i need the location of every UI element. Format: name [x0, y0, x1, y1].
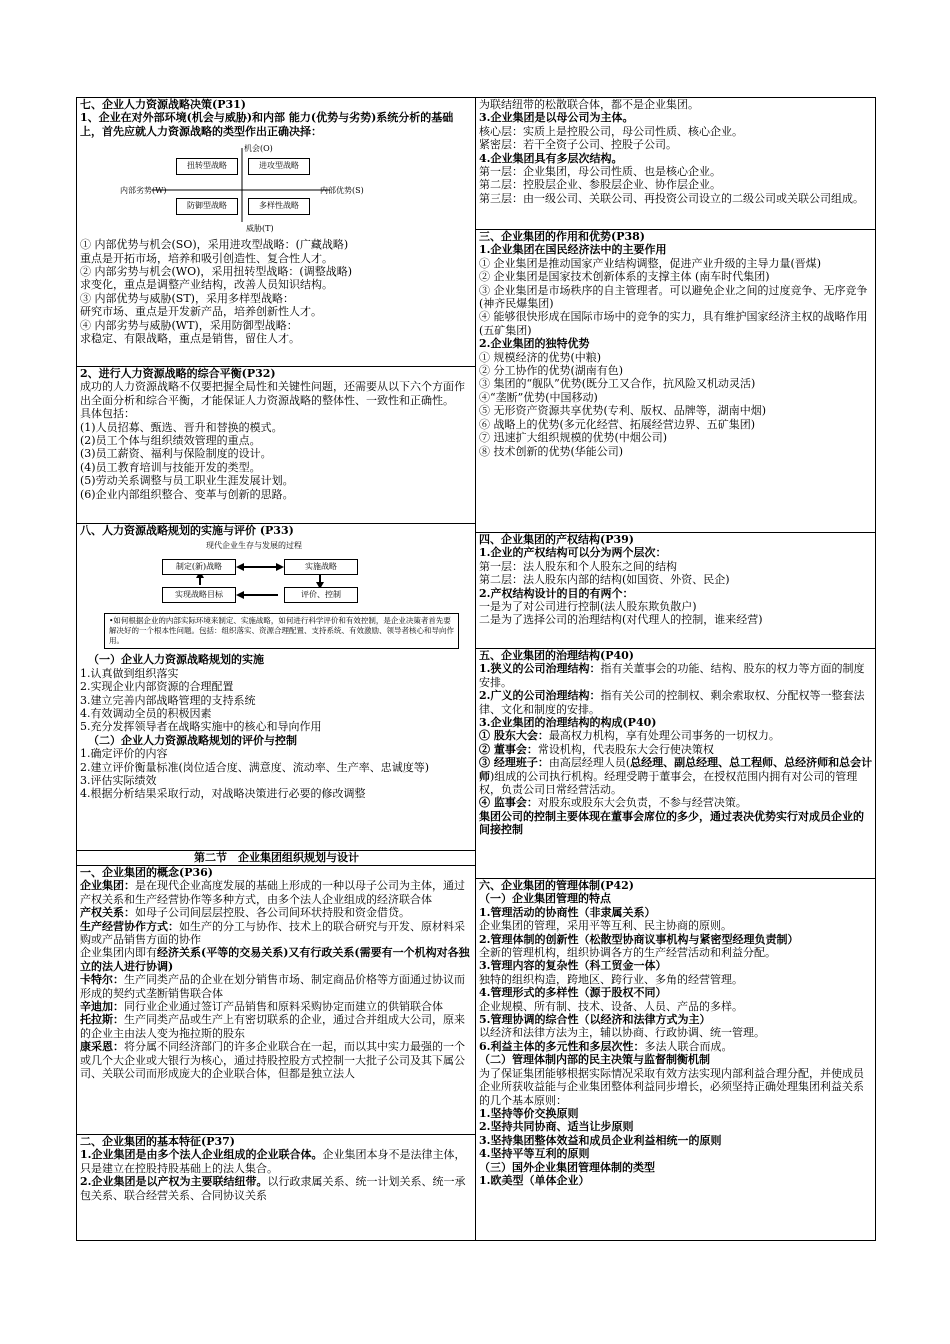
text-line: 重点是开拓市场，培养和吸引创造性、复合性人才。	[80, 251, 333, 265]
feature-heading: 4.企业集团具有多层次结构。	[479, 151, 623, 165]
subsection-title: （一）企业集团管理的特点	[479, 892, 611, 906]
group-concept-section	[77, 866, 475, 1135]
hr-strategy-balance-section	[77, 367, 475, 524]
point-text: 企业集团的管理，采用平等互利、民主协商的原则。	[479, 919, 732, 933]
chapter-heading-section	[77, 851, 475, 866]
text-line: 求变化，重点是调整产业结构，改善人员知识结构。	[80, 278, 333, 292]
term: 1.企业集团是由多个法人企业组成的企业联合体。	[80, 1148, 323, 1162]
paragraph	[80, 879, 473, 906]
definition: 企业集团内即有	[80, 946, 157, 960]
matrix-box-turnaround: 扭转型战略	[176, 158, 238, 175]
paragraph	[479, 1040, 873, 1053]
section-title: 三、企业集团的作用和优势(P38)	[479, 230, 645, 243]
term: ② 董事会：	[479, 742, 538, 756]
cycle-box-achieve: 实现战略目标	[162, 587, 236, 603]
term: 2.企业集团是以产权为主要联结纽带。	[80, 1175, 268, 1189]
term: 企业集团：	[80, 879, 135, 893]
group-ownership-section	[476, 533, 875, 649]
list-item: ④ 能够很快形成在国际市场中的竞争的实力，具有维护国家经济主权的战略作用 (五矿集团)	[479, 310, 868, 337]
text-line: 研究市场、重点是开发新产品，培养创新性人才。	[80, 305, 322, 319]
term: 康采恩：	[80, 1040, 124, 1054]
definition: )组成的公司执行机构。经理受聘于董事会，在授权范围内拥有对公司的管理权，负责公司日常经营活动。	[479, 769, 858, 797]
definition: 生产同类产品或生产上有密切联系的企业，通过合并组成大公司，原来的企业主由法人变为拖拉斯的股东	[80, 1013, 465, 1040]
text-line: 核心层：实质上是控股公司，母公司性质、核心企业。	[479, 124, 743, 138]
group-roles-section	[476, 230, 875, 533]
list-item: ② 分工协作的优势(湖南有色)	[479, 364, 624, 378]
definition: 将分属不同经济部门的许多企业联合在一起，而以其中实力最强的一个或几个大企业或大银行为核心，通过持股控股方式控制一大批子公司及其下属公司、关联公司而形成庞大的企业联合体，但都是独立法人	[80, 1040, 465, 1081]
cycle-arrows	[80, 539, 470, 609]
left-column	[77, 98, 476, 1240]
matrix-label-weakness: 内部劣势(W)	[120, 186, 167, 196]
paragraph	[479, 689, 873, 716]
group-features-continued-section	[476, 98, 875, 230]
matrix-label-opportunity: 机会(O)	[244, 144, 273, 154]
definition: 生产同类产品的企业在划分销售市场、制定商品价格等方面通过协议而形成的契约式垄断销售联合体	[80, 973, 465, 1000]
subsection-title: 3.企业集团的治理结构的构成(P40)	[479, 716, 657, 730]
cycle-box-evaluate: 评价、控制	[284, 587, 358, 603]
hr-strategy-implementation-section	[77, 524, 475, 851]
paragraph	[80, 1148, 473, 1175]
list-item: (2)员工个体与组织绩效管理的重点。	[80, 434, 261, 448]
list-item: 4.有效调动全员的积极因素	[80, 707, 212, 721]
text-line: 二是为了选择公司的治理结构(对代理人的控制，谁来经营)	[479, 613, 763, 627]
section-sub: 具体包括：	[80, 407, 135, 421]
list-item: 1.确定评价的内容	[80, 747, 168, 761]
list-item: (6)企业内部组织整合、变革与创新的思路。	[80, 487, 294, 501]
paragraph	[479, 796, 873, 809]
list-item: (4)员工教育培训与技能开发的类型。	[80, 460, 261, 474]
list-item: 3.建立完善内部战略管理的支持系统	[80, 693, 256, 707]
text-line: 为联结纽带的松散联合体，都不是企业集团。	[479, 98, 699, 111]
paragraph	[479, 756, 873, 796]
text-line: ① 内部优势与机会(SO)，采用进攻型战略：(广藏战略)	[80, 238, 349, 252]
list-item: ③ 企业集团是市场秩序的自主管理者。可以避免企业之间的过度竞争、无序竞争(神齐民爆集团)	[479, 283, 868, 311]
point-text: 以经济和法律方法为主，辅以协商、行政协调、统一管理。	[479, 1026, 765, 1040]
section-title: 五、企业集团的治理结构(P40)	[479, 649, 634, 662]
list-item: 4.根据分析结果采取行动，对战略决策进行必要的修改调整	[80, 787, 366, 801]
section-body: 成功的人力资源战略不仅要把握全局性和关键性问题，还需要从以下六个方面作出全面分析和综合平衡，才能保证人力资源战略的整体性、一致性和正确性。	[80, 380, 465, 407]
group-features-section	[77, 1135, 475, 1240]
principle-item: 2.坚持共同协商、适当让步原则	[479, 1120, 634, 1134]
matrix-box-diversified: 多样性战略	[248, 198, 310, 215]
paragraph	[479, 743, 873, 756]
paragraph	[80, 1175, 473, 1202]
section-title: 一、企业集团的概念(P36)	[80, 866, 213, 879]
text-line: 第一层：企业集团，母公司性质、也是核心企业。	[479, 165, 721, 179]
principle-item: 1.坚持等价交换原则	[479, 1106, 579, 1120]
text-line: ② 内部劣势与机会(WO)，采用扭转型战略：(调整战略)	[80, 265, 352, 279]
definition: 以行政隶属关系、统一计划关系、统一承包关系、联合经营关系、合同协议关系	[80, 1175, 466, 1202]
section-title: 七、企业人力资源战略决策(P31)	[80, 98, 246, 111]
matrix-box-offensive: 进攻型战略	[248, 158, 310, 175]
paragraph	[479, 729, 873, 742]
chapter-title: 第二节 企业集团组织规划与设计	[194, 851, 359, 864]
text-line: ③ 内部优势与威胁(ST)，采用多样型战略：	[80, 291, 294, 305]
paragraph	[80, 1040, 473, 1080]
section-title: 六、企业集团的管理体制(P42)	[479, 879, 634, 892]
list-item: 3.评估实际绩效	[80, 774, 157, 788]
list-item: ① 企业集团是推动国家产业结构调整，促进产业升级的主导力量(晋煤)	[479, 256, 822, 270]
text-line: ④ 内部劣势与威胁(WT)，采用防御型战略：	[80, 318, 298, 332]
list-item: ① 规模经济的优势(中粮)	[479, 350, 602, 364]
paragraph	[80, 946, 473, 973]
text-line: 一是为了对公司进行控制(法人股东欺负散户)	[479, 600, 697, 614]
definition: 是在现代企业高度发展的基础上形成的一种以母子公司为主体，通过产权关系和生产经营协作等多种方式，由多个法人企业组成的经济联合体	[80, 879, 465, 906]
paragraph	[80, 906, 473, 919]
list-item: ② 企业集团是国家技术创新体系的支撑主体 (南车时代集团)	[479, 270, 770, 284]
subsection-title: 1.企业的产权结构可以分为两个层次：	[479, 546, 667, 560]
text-line: 第三层：由一级公司、关联公司、再投资公司设立的二级公司或关联公司组成。	[479, 191, 864, 205]
point-heading: 2.管理体制的创新性（松散型协商议事机构与紧密型经理负责制）	[479, 932, 799, 946]
governance-summary: 集团公司的控制主要体现在董事会席位的多少，通过表决优势实行对成员企业的间接控制	[479, 809, 864, 837]
subsection-title: 1.企业集团在国民经济法中的主要作用	[479, 243, 667, 257]
list-item: (1)人员招募、甄选、晋升和替换的模式。	[80, 420, 283, 434]
group-management-section	[476, 879, 875, 1239]
paragraph	[80, 920, 473, 947]
definition: 如生产的分工与协作、技术上的联合研究与开发、原材料采购或产品销售方面的协作	[80, 919, 465, 947]
list-item: 5.充分发挥领导者在战略实施中的核心和导向作用	[80, 720, 322, 734]
term: 托拉斯：	[80, 1013, 124, 1027]
paragraph	[80, 1000, 473, 1013]
document-sheet	[76, 97, 876, 1241]
term: 经济关系(平等的交易关系)又有行政关系(需要有一个机构对各独立的法人进行协调)	[80, 946, 470, 973]
matrix-label-strength: 内部优势(S)	[320, 186, 364, 196]
text-line: 求稳定、有限战略，重点是销售，留住人才。	[80, 332, 300, 346]
feature-heading: 3.企业集团是以母公司为主体。	[479, 111, 634, 125]
list-item: 2.实现企业内部资源的合理配置	[80, 680, 234, 694]
paragraph	[80, 1013, 473, 1040]
list-item: (3)员工薪资、福利与保险制度的设计。	[80, 447, 272, 461]
list-item: ⑦ 迅速扩大组织规模的优势(中烟公司)	[479, 431, 668, 445]
term: 总经理、副总经理、总工程师、总经济师和总会计师	[479, 756, 873, 783]
term: 产权关系：	[80, 906, 135, 920]
term: 6.利益主体的多元性和多层次性：	[479, 1039, 645, 1053]
section-title: 四、企业集团的产权结构(P39)	[479, 533, 634, 546]
section-title: 2、进行人力资源战略的综合平衡(P32)	[80, 367, 276, 380]
definition: 由高层经理人员(	[548, 756, 631, 770]
section-title: 八、人力资源战略规划的实施与评价 (P33)	[80, 524, 294, 537]
cycle-box-formulate: 制定(新)战略	[162, 559, 236, 575]
definition: 多法人联合而成。	[644, 1039, 733, 1053]
point-heading: 3.管理内容的复杂性（科工贸金一体）	[479, 959, 667, 973]
subsection-title: （三）国外企业集团管理体制的类型	[479, 1160, 655, 1174]
definition: 指有关公司的控制权、剩余索取权、分配权等一整套法律、文化和制度的安排。	[479, 689, 865, 716]
subsection-title: （一）企业人力资源战略规划的实施	[88, 653, 264, 667]
list-item: ④“垄断”优势(中国移动)	[479, 390, 598, 404]
subsection-title: （二）企业人力资源战略规划的评价与控制	[88, 733, 297, 747]
term: ③ 经理班子：	[479, 756, 549, 770]
list-item: 2.建立评价衡量标准(岗位适合度、满意度、流动率、生产率、忠诚度等)	[80, 760, 430, 774]
definition: 对股东或股东大会负责，不参与经营决策。	[537, 796, 747, 810]
text-line: 紧密层：若干全资子公司、控股子公司。	[479, 138, 677, 152]
subsection-title: 2.企业集团的独特优势	[479, 337, 590, 351]
paragraph	[479, 662, 873, 689]
list-item: ⑥ 战略上的优势(多元化经营、拓展经营边界、五矿集团)	[479, 417, 756, 431]
definition: 常设机构，代表股东大会行使决策权	[537, 742, 714, 756]
principle-item: 3.坚持集团整体效益和成员企业利益相统一的原则	[479, 1133, 722, 1147]
principle-item: 4.坚持平等互利的原则	[479, 1147, 590, 1161]
hr-strategy-decision-section	[77, 98, 475, 367]
text-line: 第一层：法人股东和个人股东之间的结构	[479, 559, 677, 573]
definition: 最高权力机构，享有处理公司事务的一切权力。	[548, 729, 780, 743]
text-line: 第二层：法人股东内部的结构(如国资、外资、民企)	[479, 573, 730, 587]
term: 卡特尔：	[80, 973, 124, 987]
matrix-label-threat: 威胁(T)	[246, 224, 274, 234]
term: 2.广义的公司治理结构：	[479, 689, 601, 703]
term: ① 股东大会：	[479, 729, 549, 743]
cycle-box-implement: 实施战略	[284, 559, 358, 575]
term: 生产经营协作方式：	[80, 919, 179, 933]
list-item: (5)劳动关系调整与员工职业生涯发展计划。	[80, 474, 294, 488]
point-text: 企业规模、所有制、技术、设备、人员、产品的多样。	[479, 999, 743, 1013]
paragraph	[80, 973, 473, 1000]
definition: 指有关董事会的功能、结构、股东的权力等方面的制度安排。	[479, 662, 865, 689]
section-title: 二、企业集团的基本特征(P37)	[80, 1135, 235, 1148]
point-heading: 1.欧美型（单体企业）	[479, 1173, 590, 1187]
list-item: ③ 集团的“舰队”优势(既分工又合作，抗风险又机动灵活)	[479, 377, 756, 391]
strategy-cycle-diagram	[80, 539, 473, 609]
point-text: 全新的管理机构，组织协调各方的生产经营活动和利益分配。	[479, 946, 776, 960]
text-line: 第二层：控股层企业、参股层企业、协作层企业。	[479, 178, 721, 192]
term: 辛迪加：	[80, 1000, 124, 1014]
list-item: 1.认真做到组织落实	[80, 666, 179, 680]
point-text: 独特的组织构造，跨地区、跨行业、多角的经营管理。	[479, 972, 743, 986]
point-heading: 1.管理活动的协商性（非隶属关系）	[479, 905, 656, 919]
point-heading: 5.管理协调的综合性（以经济和法律方式为主）	[479, 1013, 711, 1027]
strategy-note-box: •如何根据企业的内部实际环境来制定、实施战略，如何进行科学评价和有效控制，是企业决策者首先要解决好的一个根本性问题。包括：组织落实、资源合理配置、支持系统、有效激励、领导者核心和导向作用。	[104, 613, 459, 649]
subsection-title: （二）管理体制内部的民主决策与监督制衡机制	[479, 1053, 710, 1067]
right-column	[476, 98, 875, 1240]
subsection-title: 2.产权结构设计的目的有两个：	[479, 586, 634, 600]
section-body: 为了保证集团能够根据实际情况采取有效方法实现内部利益合理分配，并使成员企业所获收益能与企业集团整体利益同步增长，必须坚持正确处理集团利益关系的几个基本原则：	[479, 1066, 864, 1107]
term: 1.狭义的公司治理结构：	[479, 662, 601, 676]
definition: 如母子公司间层层控股、各公司间环状持股和资金借贷。	[135, 906, 410, 920]
diagram-title: 现代企业生存与发展的过程	[206, 541, 302, 551]
term: ④ 监事会：	[479, 796, 538, 810]
section-intro: 1、企业在对外部环境(机会与威胁)和内部 能力(优势与劣势)系统分析的基础上，首先应就人力资源战略的类型作出正确决择：	[80, 111, 454, 138]
list-item: ⑧ 技术创新的优势(华能公司)	[479, 444, 624, 458]
swot-matrix-diagram	[80, 140, 473, 236]
list-item: ⑤ 无形资产资源共享优势(专利、版权、品牌等，湖南中烟)	[479, 404, 767, 418]
matrix-box-defensive: 防御型战略	[176, 198, 238, 215]
definition: 同行业企业通过签订产品销售和原料采购协定而建立的供销联合体	[124, 1000, 443, 1014]
point-heading: 4.管理形式的多样性（源于股权不同）	[479, 986, 667, 1000]
definition: 企业集团本身不是法律主体，只是建立在控股持股基础上的法人集合。	[80, 1148, 466, 1175]
group-governance-section	[476, 649, 875, 879]
